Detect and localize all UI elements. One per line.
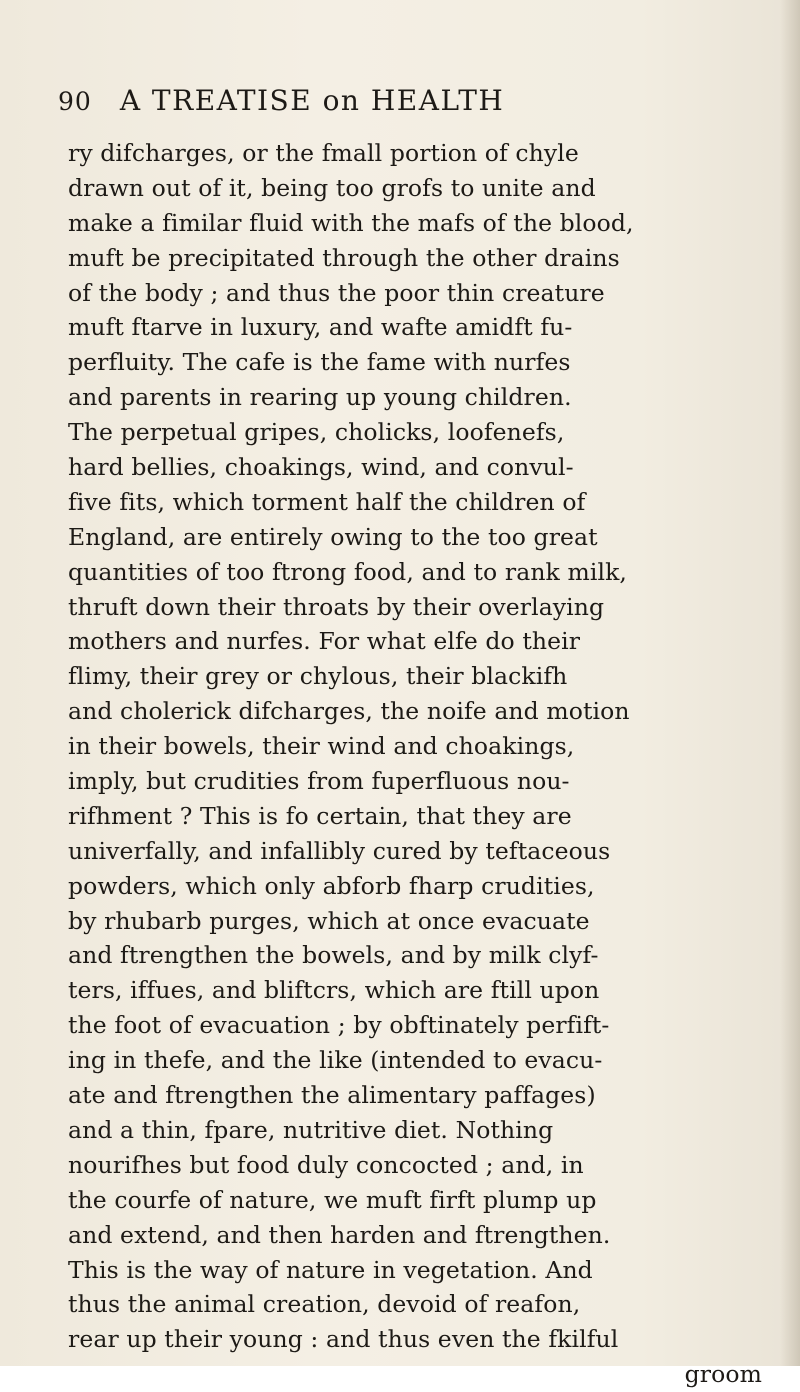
text-line: ters, iffues, and bliftcrs, which are ftill upon <box>68 976 600 1005</box>
page-number: 90 <box>58 87 92 116</box>
text-line: univerfally, and infallibly cured by teftaceous <box>68 836 611 865</box>
running-title: A TREATISE on HEALTH <box>119 84 505 117</box>
text-line: imply, but crudities from fuperfluous nou- <box>68 767 570 796</box>
text-line: drawn out of it, being too grofs to unite and <box>68 173 596 202</box>
text-line: by rhubarb purges, which at once evacuate <box>68 906 590 935</box>
text-line: the foot of evacuation ; by obftinately perfift- <box>68 1011 610 1040</box>
text-line: and cholerick difcharges, the noife and motion <box>68 697 630 726</box>
text-line: ing in thefe, and the like (intended to evacu- <box>68 1046 603 1075</box>
text-line: England, are entirely owing to the too great <box>68 522 598 551</box>
text-line: and parents in rearing up young children. <box>68 383 572 412</box>
text-line: muft be precipitated through the other drains <box>68 243 620 272</box>
text-line: This is the way of nature in vegetation. And <box>68 1255 593 1284</box>
text-line: powders, which only abforb fharp crudities, <box>68 871 595 900</box>
text-line: five fits, which torment half the children of <box>68 487 586 516</box>
text-line: and a thin, fpare, nutritive diet. Nothing <box>68 1115 554 1144</box>
text-line: perfluity. The cafe is the fame with nurfes <box>68 348 571 377</box>
text-line: make a fimilar fluid with the mafs of the blood, <box>68 208 634 237</box>
text-line: mothers and nurfes. For what elfe do their <box>68 627 581 656</box>
text-line: rear up their young : and thus even the fkilful <box>68 1325 619 1354</box>
text-line: flimy, their grey or chylous, their blackifh <box>68 662 568 691</box>
running-head <box>58 84 504 124</box>
text-line: the courfe of nature, we muft firft plump up <box>68 1185 597 1214</box>
text-line: and ftrengthen the bowels, and by milk clyf- <box>68 941 599 970</box>
text-line: hard bellies, choakings, wind, and convul- <box>68 453 574 482</box>
body-text <box>68 136 790 1392</box>
text-line: nourifhes but food duly concocted ; and, in <box>68 1150 584 1179</box>
text-line: The perpetual gripes, cholicks, loofenefs, <box>68 418 565 447</box>
text-line: of the body ; and thus the poor thin creature <box>68 278 605 307</box>
text-line: muft ftarve in luxury, and wafte amidft fu- <box>68 313 573 342</box>
text-line: thruft down their throats by their overlaying <box>68 592 605 621</box>
text-line: in their bowels, their wind and choakings, <box>68 732 575 761</box>
text-line: and extend, and then harden and ftrengthen. <box>68 1220 611 1249</box>
text-line: thus the animal creation, devoid of reafon, <box>68 1290 581 1319</box>
text-line: ry difcharges, or the fmall portion of chyle <box>68 139 579 167</box>
text-line: quantities of too ftrong food, and to rank milk, <box>68 557 627 586</box>
text-line: rifhment ? This is fo certain, that they are <box>68 801 572 830</box>
text-line: ate and ftrengthen the alimentary paffages) <box>68 1081 596 1110</box>
catchword: groom <box>684 1360 762 1389</box>
